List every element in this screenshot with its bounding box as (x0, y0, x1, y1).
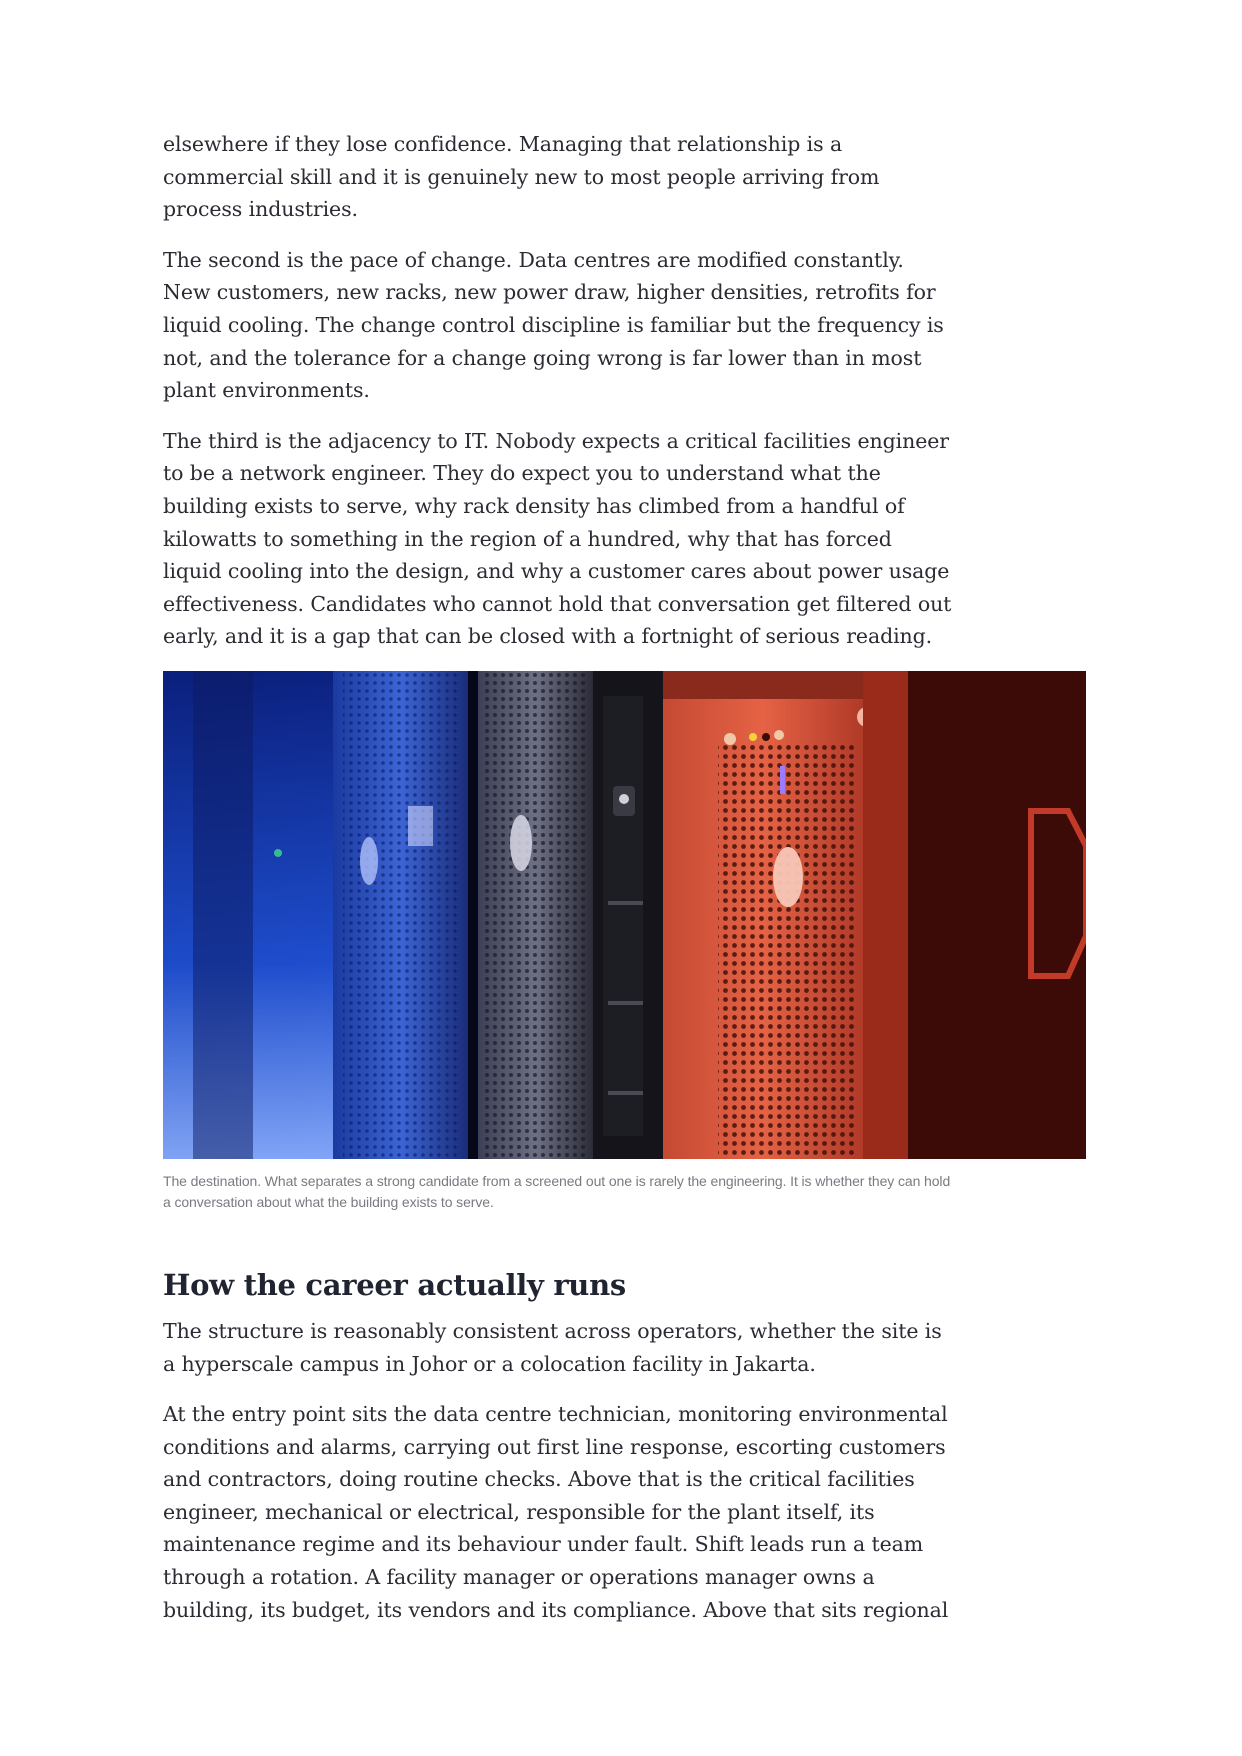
paragraph: The structure is reasonably consistent across operators, whether the site is a hyperscale campus in Johor or a colocation facility in Jakarta. (163, 1318, 942, 1376)
server-racks-photo (163, 671, 1086, 1159)
article-body (163, 128, 1163, 1644)
section-heading: How the career actually runs (163, 1267, 626, 1302)
paragraph: The second is the pace of change. Data centres are modified constantly. New customers, new racks, new power draw, higher densities, retrofits for liquid cooling. The change control discipline is familiar but the frequency is not, and the tolerance for a change going wrong is far lower than in most plant environments. (163, 247, 944, 403)
paragraph: elsewhere if they lose confidence. Managing that relationship is a commercial skill and it is genuinely new to most people arriving from process industries. (163, 132, 880, 222)
figure-caption: The destination. What separates a strong candidate from a screened out one is rarely the engineering. It is whether they can hold a conversation about what the building exists to serve. (163, 1172, 951, 1210)
paragraph: The third is the adjacency to IT. Nobody expects a critical facilities engineer to be a network engineer. They do expect you to understand what the building exists to serve, why rack density has climbed from a handful of kilowatts to something in the region of a hundred, why that has forced liquid cooling into the design, and why a customer cares about power usage effectiveness. Candidates who cannot hold that conversation get filtered out early, and it is a gap that can be closed with a fortnight of serious reading. (163, 428, 952, 649)
paragraph: At the entry point sits the data centre technician, monitoring environmental conditions and alarms, carrying out first line response, escorting customers and contractors, doing routine checks. Above that is the critical facilities engineer, mechanical or electrical, responsible for the plant itself, its maintenance regime and its behaviour under fault. Shift leads run a team through a rotation. A facility manager or operations manager owns a building, its budget, its vendors and its compliance. Above that sits regional (163, 1402, 949, 1622)
article-figure (163, 671, 1086, 1213)
